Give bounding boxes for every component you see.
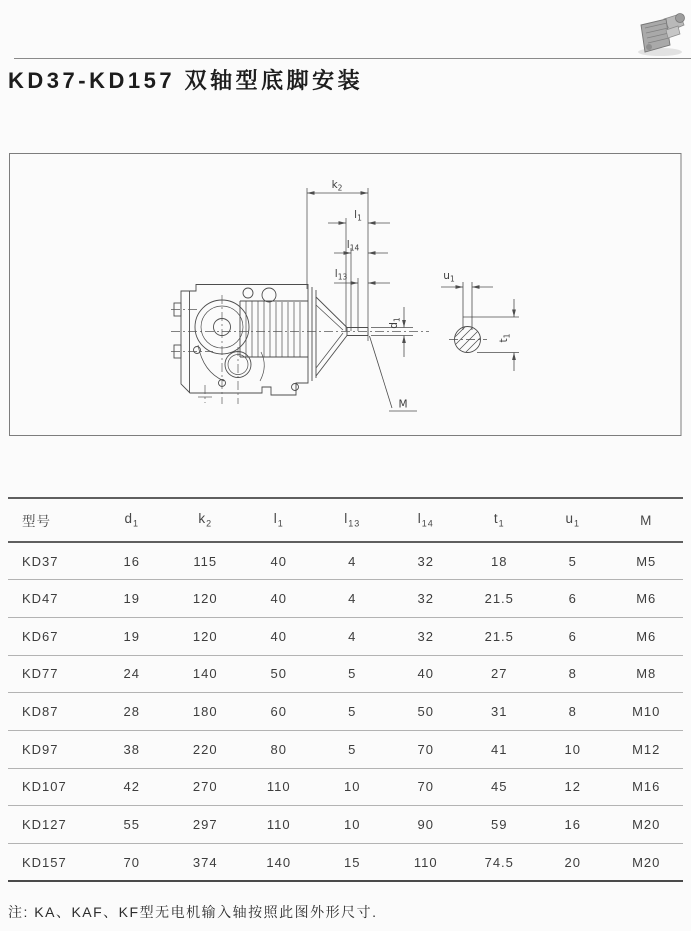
drawing-canvas	[9, 153, 682, 436]
value-cell: M6	[636, 591, 657, 607]
footnote: 注: KA、KAF、KF型无电机输入轴按照此图外形尺寸.	[8, 904, 378, 920]
model-cell: KD127	[22, 817, 67, 833]
value-cell: 115	[193, 553, 218, 569]
dim-label-u1: $u_1$	[443, 270, 455, 284]
detail-dimension-lines	[441, 287, 514, 371]
column-header: $l_{14}$	[417, 511, 434, 529]
value-cell: 10	[564, 741, 581, 757]
dim-label-l14: $l_{14}$	[346, 239, 360, 253]
value-cell: 6	[568, 591, 577, 607]
value-cell: 42	[123, 779, 140, 795]
value-cell: 40	[417, 666, 434, 682]
value-cell: 110	[413, 854, 438, 870]
value-cell: 50	[270, 666, 287, 682]
value-cell: 5	[348, 741, 357, 757]
value-cell: 374	[192, 854, 218, 870]
value-cell: 4	[348, 591, 357, 607]
value-cell: M12	[632, 741, 661, 757]
column-header: $u_1$	[565, 511, 581, 529]
column-header: M	[640, 512, 653, 528]
gearbox-photo	[634, 10, 688, 58]
value-cell: M20	[632, 854, 661, 870]
value-cell: 80	[270, 741, 287, 757]
value-cell: 31	[491, 704, 508, 720]
value-cell: 10	[344, 817, 361, 833]
value-cell: M5	[636, 553, 657, 569]
dimension-table	[8, 497, 683, 882]
value-cell: 120	[192, 591, 218, 607]
value-cell: 18	[491, 553, 508, 569]
column-header: $l_{13}$	[344, 511, 361, 529]
value-cell: 110	[266, 817, 291, 833]
value-cell: 120	[192, 628, 218, 644]
header-divider	[14, 58, 691, 59]
value-cell: 55	[123, 817, 140, 833]
table-row	[8, 580, 683, 618]
spec-table-header-row	[8, 498, 683, 542]
value-cell: 4	[348, 628, 357, 644]
value-cell: 5	[348, 666, 357, 682]
value-cell: 270	[192, 779, 218, 795]
value-cell: 70	[123, 854, 140, 870]
value-cell: 110	[266, 779, 291, 795]
value-cell: 19	[123, 628, 140, 644]
model-cell: KD87	[22, 704, 59, 720]
model-cell: KD67	[22, 628, 59, 644]
drawing-frame	[10, 154, 682, 436]
value-cell: 41	[491, 741, 508, 757]
value-cell: 16	[564, 817, 581, 833]
value-cell: 4	[348, 553, 357, 569]
gearbox-photo-graphic	[634, 10, 688, 58]
value-cell: 5	[348, 704, 357, 720]
model-cell: KD47	[22, 591, 59, 607]
spec-table-body	[8, 542, 683, 881]
value-cell: 60	[270, 704, 287, 720]
model-cell: KD77	[22, 666, 59, 682]
table-row	[8, 617, 683, 655]
value-cell: 90	[417, 817, 434, 833]
value-cell: M10	[632, 704, 661, 720]
value-cell: 140	[266, 854, 292, 870]
model-cell: KD157	[22, 854, 67, 870]
value-cell: 8	[568, 666, 577, 682]
value-cell: 140	[192, 666, 218, 682]
value-cell: M6	[636, 628, 657, 644]
value-cell: 59	[491, 817, 508, 833]
value-cell: 45	[491, 779, 508, 795]
value-cell: 27	[491, 666, 508, 682]
dim-label-l13: $l_{13}$	[334, 268, 348, 282]
gearbox-outline	[174, 285, 368, 396]
thread-leader	[370, 336, 418, 411]
value-cell: 38	[123, 741, 140, 757]
value-cell: 180	[192, 704, 218, 720]
value-cell: 74.5	[484, 854, 514, 870]
value-cell: 12	[564, 779, 581, 795]
cooling-fins	[246, 301, 300, 357]
value-cell: 21.5	[484, 628, 514, 644]
table-row	[8, 844, 683, 882]
value-cell: 15	[344, 854, 361, 870]
value-cell: 8	[568, 704, 577, 720]
dim-label-d1: $d_1$	[388, 317, 402, 329]
shaft-section-detail	[441, 282, 519, 371]
dim-label-t1: $t_1$	[498, 333, 512, 343]
value-cell: M20	[632, 817, 661, 833]
value-cell: 50	[417, 704, 434, 720]
value-cell: 6	[568, 628, 577, 644]
value-cell: 32	[417, 628, 434, 644]
dim-label-k2: $k_2$	[331, 179, 343, 193]
page-title: KD37-KD157 双轴型底脚安装	[8, 68, 364, 93]
column-header: 型号	[22, 514, 51, 529]
value-cell: 16	[123, 553, 140, 569]
value-cell: 40	[270, 553, 287, 569]
value-cell: 70	[417, 741, 434, 757]
value-cell: 32	[417, 553, 434, 569]
model-cell: KD37	[22, 553, 59, 569]
model-cell: KD97	[22, 741, 59, 757]
value-cell: 297	[192, 817, 218, 833]
value-cell: 5	[568, 553, 577, 569]
table-row	[8, 806, 683, 844]
table-row	[8, 693, 683, 731]
value-cell: 40	[270, 628, 287, 644]
table-row	[8, 768, 683, 806]
model-cell: KD107	[22, 779, 67, 795]
value-cell: M16	[632, 779, 661, 795]
table-row	[8, 730, 683, 768]
dim-label-l1: $l_1$	[354, 209, 362, 223]
value-cell: 24	[123, 666, 140, 682]
column-header: $k_2$	[198, 511, 213, 529]
value-cell: 220	[192, 741, 218, 757]
column-header: $t_1$	[493, 511, 505, 529]
value-cell: 21.5	[484, 591, 514, 607]
column-header: $l_1$	[273, 511, 284, 529]
dim-label-m: M	[398, 398, 408, 411]
value-cell: 10	[344, 779, 361, 795]
value-cell: 28	[123, 704, 140, 720]
value-cell: 70	[417, 779, 434, 795]
value-cell: 40	[270, 591, 287, 607]
column-header: $d_1$	[124, 511, 140, 529]
technical-drawing	[9, 153, 682, 436]
value-cell: 32	[417, 591, 434, 607]
table-row	[8, 655, 683, 693]
value-cell: M8	[636, 666, 657, 682]
value-cell: 19	[123, 591, 140, 607]
value-cell: 20	[564, 854, 581, 870]
table-row	[8, 542, 683, 580]
